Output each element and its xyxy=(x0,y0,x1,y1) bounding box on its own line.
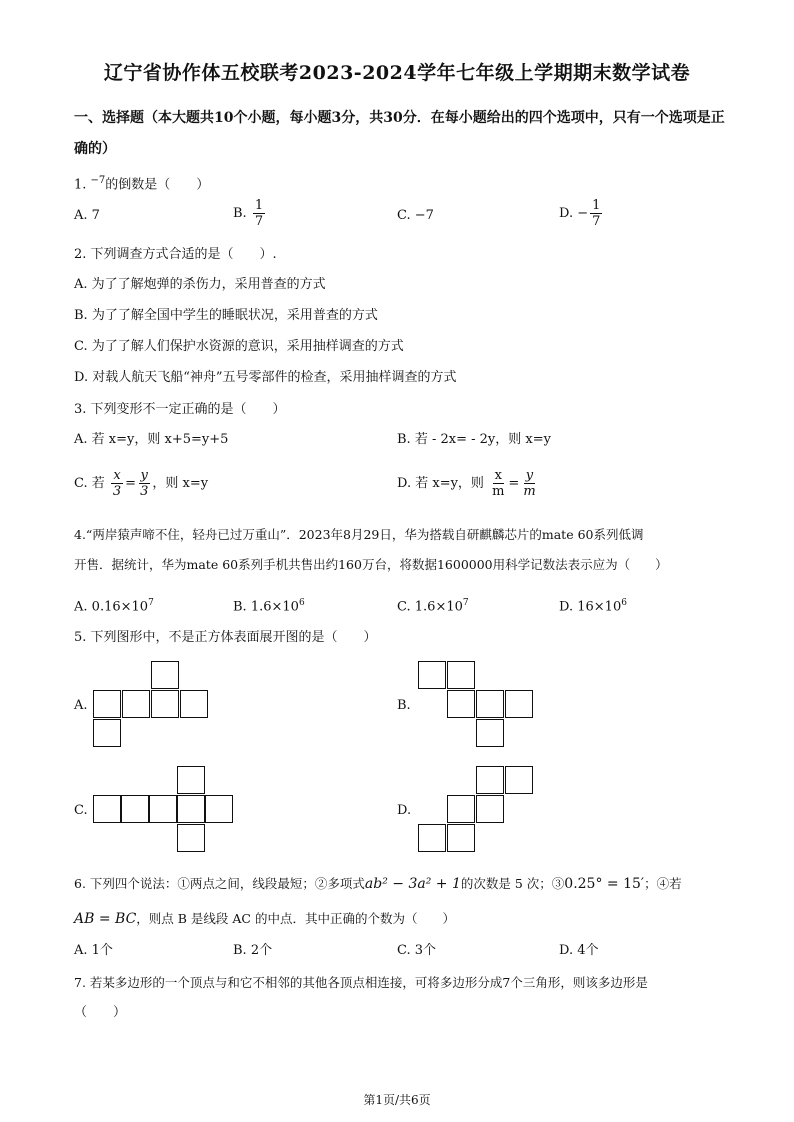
net-square xyxy=(93,795,121,823)
q2-option-a: A. 为了了解炮弹的杀伤力，采用普查的方式 xyxy=(74,277,326,292)
fraction xyxy=(253,198,265,229)
fraction-numerator: x xyxy=(113,468,121,483)
fraction-numerator: x xyxy=(494,468,502,483)
question-1-stem xyxy=(74,172,209,194)
text-span: 的倒数是（ ） xyxy=(105,177,210,193)
q6-option-c: C. 3个 xyxy=(397,943,437,958)
q3-option-a: A. 若 x=y，则 x+5=y+5 xyxy=(74,432,229,447)
net-square xyxy=(93,690,121,718)
text-span: 6 xyxy=(298,598,305,608)
text-span: ，则点 B 是线段 AC 的中点．其中正确的个数为（ ） xyxy=(136,911,455,926)
text-span: − xyxy=(577,206,589,221)
net-square xyxy=(151,661,179,689)
text-span: 的次数是 5 次；③ xyxy=(460,876,565,891)
page-title: 辽宁省协作体五校联考2023-2024学年七年级上学期期末数学试卷 xyxy=(103,62,691,84)
text-span: D. 若 x=y，则 xyxy=(397,476,484,491)
q3-option-b: B. 若 - 2x= - 2y，则 x=y xyxy=(397,432,551,447)
question-7-line-1: 7. 若某多边形的一个顶点与和它不相邻的其他各顶点相连接，可将多边形分成7个三角形，则该多边形是 xyxy=(74,975,648,990)
q1-option-a xyxy=(74,207,100,225)
question-7-line-2: （ ） xyxy=(74,1005,127,1020)
q1-option-b xyxy=(233,198,267,229)
q2-option-d: D. 对载人航天飞船“神舟”五号零部件的检查，采用抽样调查的方式 xyxy=(74,370,457,385)
net-square xyxy=(418,661,446,689)
text-span: 6 xyxy=(621,598,627,608)
net-square xyxy=(149,795,177,823)
fraction-numerator: y xyxy=(140,468,148,483)
net-square xyxy=(151,690,179,718)
fraction-denominator: m xyxy=(523,484,536,499)
question-3-stem: 3. 下列变形不一定正确的是（ ） xyxy=(74,402,286,417)
text-span: −7 xyxy=(414,208,434,223)
net-square xyxy=(121,795,149,823)
text-span: 1.6×10 xyxy=(414,599,463,615)
text-span: B. xyxy=(233,599,247,615)
q1-option-d xyxy=(559,198,604,229)
q4-option-a xyxy=(74,594,154,616)
net-square xyxy=(505,690,533,718)
q3-option-d xyxy=(397,468,540,499)
fraction xyxy=(521,468,537,499)
text-span: 0.25° = 15′ xyxy=(564,876,645,892)
text-span: ，则 x=y xyxy=(152,476,209,491)
text-span: A. xyxy=(74,599,88,615)
text-span: 1. xyxy=(74,177,87,193)
q6-option-d: D. 4个 xyxy=(559,943,599,958)
q6-option-a: A. 1个 xyxy=(74,943,113,958)
q5-option-b-label: B. xyxy=(397,698,411,713)
net-square xyxy=(122,690,150,718)
q2-option-b: B. 为了了解全国中学生的睡眠状况，采用普查的方式 xyxy=(74,308,378,323)
fraction-numerator: 1 xyxy=(592,198,601,213)
text-span: 7 xyxy=(148,598,154,608)
text-span: −7 xyxy=(90,175,106,186)
q5-option-a-label: A. xyxy=(74,698,88,713)
text-span: 16×10 xyxy=(577,599,622,615)
fraction-denominator: m xyxy=(492,484,505,499)
fraction xyxy=(138,468,150,499)
text-span: ；④若 xyxy=(644,876,682,891)
text-span: C. xyxy=(397,599,411,615)
question-4-line-1: 4.“两岸猿声啼不住，轻舟已过万重山”．2023年8月29日，华为搭载自研麒麟芯片的mate 60系列低调 xyxy=(74,527,644,542)
net-square xyxy=(476,766,504,794)
text-span: = xyxy=(125,476,137,491)
q5-option-c-label: C. xyxy=(74,803,88,818)
text-span: 7 xyxy=(91,208,100,223)
question-5-stem: 5. 下列图形中，不是正方体表面展开图的是（ ） xyxy=(74,630,377,645)
question-6-line-2 xyxy=(74,910,455,928)
fraction xyxy=(590,198,602,229)
q4-option-b xyxy=(233,594,305,616)
text-span: ab² − 3a² + 1 xyxy=(364,876,461,892)
q3-option-c xyxy=(74,468,208,499)
text-span: C. 若 xyxy=(74,476,105,491)
section-heading: 一、选择题（本大题共10个小题，每小题3分，共30分．在每小题给出的四个选项中，只有一个选项是正确的） xyxy=(74,110,725,157)
text-span: A. xyxy=(74,208,88,223)
q1-option-c xyxy=(397,207,434,225)
q2-option-c: C. 为了了解人们保护水资源的意识，采用抽样调查的方式 xyxy=(74,339,404,354)
question-2-stem: 2. 下列调查方式合适的是（ ）. xyxy=(74,247,277,262)
page-footer: 第1页/共6页 xyxy=(363,1093,431,1107)
net-square xyxy=(205,795,233,823)
question-4-line-2: 开售．据统计，华为mate 60系列手机共售出约160万台，将数据1600000用科学记数法表示应为（ ） xyxy=(74,557,668,572)
net-square xyxy=(505,766,533,794)
text-span: B. xyxy=(233,206,247,221)
net-square xyxy=(180,690,208,718)
q4-option-d xyxy=(559,594,627,616)
text-span: 0.16×10 xyxy=(91,599,149,615)
question-6-line-1 xyxy=(74,875,682,893)
q6-option-b: B. 2个 xyxy=(233,943,273,958)
fraction xyxy=(490,468,506,499)
net-square xyxy=(447,690,475,718)
net-square xyxy=(93,719,121,747)
net-square xyxy=(177,824,205,852)
net-square xyxy=(447,795,475,823)
text-span: D. xyxy=(559,599,574,615)
net-square xyxy=(418,824,446,852)
text-span: 7 xyxy=(462,598,469,608)
text-span: = xyxy=(508,476,520,491)
net-square xyxy=(476,719,504,747)
text-span: 6. 下列四个说法：①两点之间，线段最短；②多项式 xyxy=(74,876,365,891)
text-span: 1.6×10 xyxy=(250,599,299,615)
fraction-denominator: 7 xyxy=(592,214,601,229)
fraction xyxy=(111,468,123,499)
fraction-denominator: 3 xyxy=(112,484,122,499)
net-square xyxy=(177,795,205,823)
net-square xyxy=(447,661,475,689)
text-span: C. xyxy=(397,208,411,223)
q4-option-c xyxy=(397,594,469,616)
net-square xyxy=(476,690,504,718)
net-square xyxy=(177,766,205,794)
net-square xyxy=(447,824,475,852)
net-square xyxy=(476,795,504,823)
fraction-denominator: 3 xyxy=(140,484,149,499)
fraction-denominator: 7 xyxy=(254,214,264,229)
q5-option-d-label: D. xyxy=(397,803,412,818)
text-span: D. xyxy=(559,206,574,221)
fraction-numerator: 1 xyxy=(254,198,264,213)
fraction-numerator: y xyxy=(525,468,534,483)
text-span: AB = BC xyxy=(74,911,137,927)
